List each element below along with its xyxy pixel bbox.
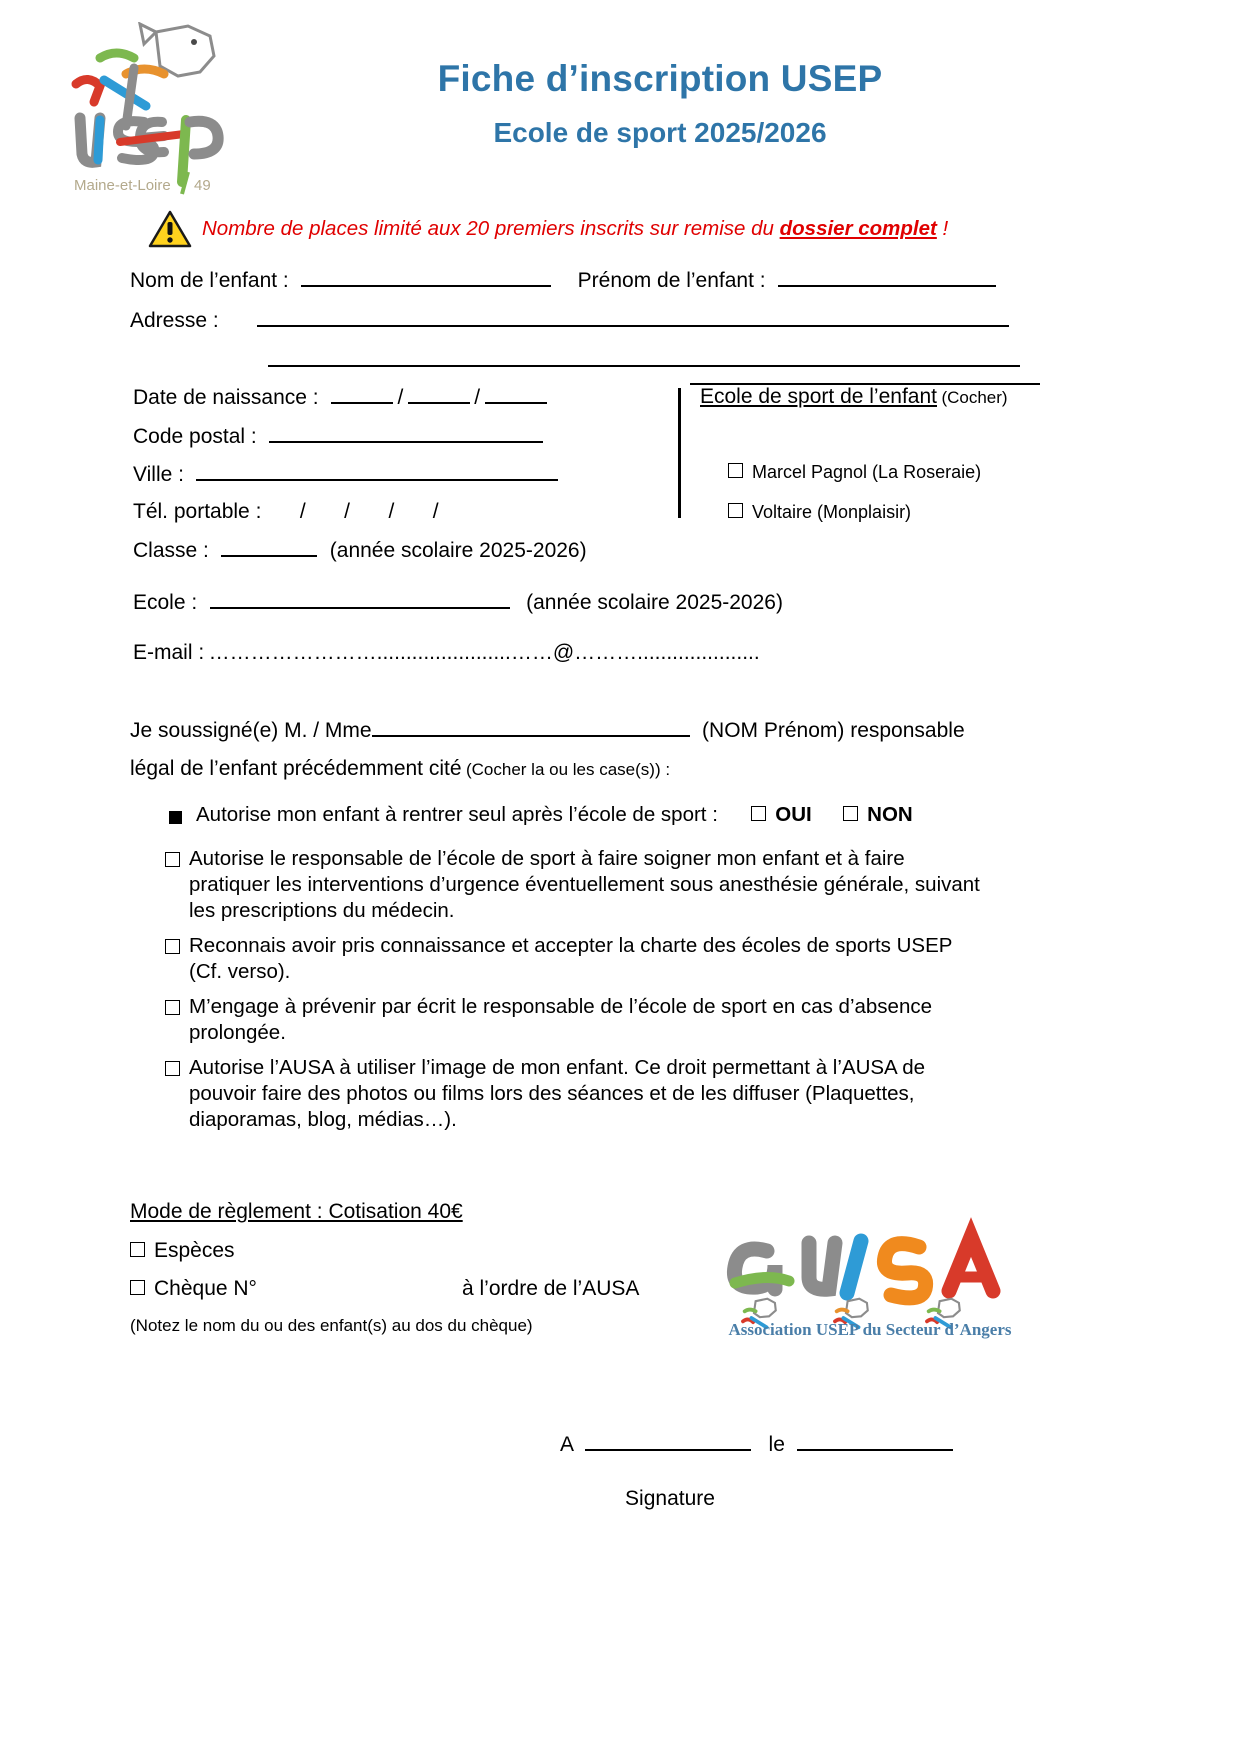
consent-label: M’engage à prévenir par écrit le responsable de l’école de sport en cas d’absence prolongée. (189, 995, 933, 1045)
email-label: E-mail : (133, 641, 205, 664)
consent-label: Autorise l’AUSA à utiliser l’image de mon enfant. Ce droit permettant à l’AUSA de pouvoir faire des photos ou films lors des séances et de les diffuser (Plaquettes, diaporamas, blog, médias…). (189, 1056, 926, 1132)
school-option-marcel-pagnol[interactable] (728, 462, 981, 483)
guardian-legal-label: légal de l’enfant précédemment cité (130, 757, 462, 780)
payment-note: (Notez le nom du ou des enfant(s) au dos du chèque) (130, 1316, 533, 1335)
field-row-date-naissance (133, 385, 547, 410)
adresse-label: Adresse : (130, 309, 219, 332)
adresse-input-line2[interactable] (268, 348, 1020, 367)
school-option-label: Marcel Pagnol (La Roseraie) (752, 462, 982, 482)
telephone-label: Tél. portable : (133, 500, 262, 523)
code-postal-input[interactable] (269, 424, 543, 443)
payment-option-cheque[interactable] (130, 1277, 257, 1301)
guardian-intro-label: Je soussigné(e) M. / Mme (130, 719, 372, 742)
guardian-legal-note: (Cocher la ou les case(s)) : (465, 760, 671, 779)
warning-triangle-icon (148, 209, 192, 249)
consent-text (196, 802, 913, 828)
page-title: Fiche d’inscription USEP (437, 58, 883, 99)
tel-sep-4: / (432, 500, 439, 523)
consent-item-rentrer-seul[interactable] (160, 802, 990, 828)
guardian-name-note: (NOM Prénom) responsable (702, 719, 965, 742)
adresse-input-line1[interactable] (257, 308, 1009, 327)
checkbox-icon[interactable] (165, 852, 180, 867)
adresse-line2 (268, 348, 1020, 372)
cheque-order-note: à l’ordre de l’AUSA (462, 1277, 640, 1300)
school-option-voltaire[interactable] (728, 502, 911, 523)
warning-text-emphasis: dossier complet (779, 217, 937, 240)
ville-label: Ville : (133, 463, 184, 486)
page-subtitle: Ecole de sport 2025/2026 (493, 116, 827, 148)
field-row-code-postal (133, 424, 543, 449)
tel-sep-2: / (344, 500, 350, 523)
guardian-line-1 (130, 718, 965, 743)
field-row-telephone (133, 500, 439, 524)
filled-square-bullet-icon (169, 811, 182, 824)
title-block (280, 58, 1040, 149)
checkbox-icon[interactable] (165, 1061, 180, 1076)
guardian-line-2 (130, 757, 670, 781)
ecole-label: Ecole : (133, 591, 198, 614)
ausa-caption: Association USEP du Secteur d’Angers (728, 1320, 1012, 1339)
field-row-adresse (130, 308, 1009, 333)
school-option-label: Voltaire (Monplaisir) (752, 502, 912, 522)
consent-label: Autorise mon enfant à rentrer seul après l’école de sport : (196, 803, 718, 826)
oui-label: OUI (775, 803, 812, 826)
field-row-nom-prenom (130, 268, 996, 293)
warning-text-before: Nombre de places limité aux 20 premiers inscrits sur remise du (202, 217, 780, 240)
classe-input[interactable] (221, 538, 317, 557)
ville-input[interactable] (196, 462, 558, 481)
consent-label: Reconnais avoir pris connaissance et accepter la charte des écoles de sports USEP (Cf. verso). (189, 934, 953, 984)
payment-option-label: Espèces (154, 1239, 235, 1262)
non-label: NON (867, 803, 913, 826)
nom-input[interactable] (301, 268, 551, 287)
warning-text (202, 217, 948, 241)
date-input[interactable] (797, 1432, 953, 1451)
dob-month-input[interactable] (408, 385, 470, 404)
checkbox-icon[interactable] (728, 503, 743, 518)
date-naissance-label: Date de naissance : (133, 386, 319, 409)
prenom-input[interactable] (778, 268, 996, 287)
checkbox-icon[interactable] (165, 1000, 180, 1015)
consent-item-droit-image[interactable] (160, 1055, 990, 1133)
form-header (0, 0, 1241, 205)
checkbox-icon[interactable] (728, 463, 743, 478)
dob-sep-2: / (474, 386, 481, 409)
email-input-local[interactable]: …………………….......................…… (208, 641, 553, 664)
school-choice-note: (Cocher) (941, 388, 1008, 407)
consent-list (160, 802, 990, 1142)
svg-text:49: 49 (194, 177, 211, 194)
classe-label: Classe : (133, 539, 209, 562)
school-choice-heading (700, 385, 1008, 409)
ecole-input[interactable] (210, 590, 510, 609)
consent-item-charte[interactable] (160, 933, 990, 985)
footer-date-row (560, 1432, 953, 1457)
checkbox-icon[interactable] (130, 1280, 145, 1295)
classe-suffix: (année scolaire 2025-2026) (329, 539, 587, 562)
school-choice-title: Ecole de sport de l’enfant (700, 385, 937, 408)
signature-label: Signature (625, 1487, 715, 1510)
prenom-label: Prénom de l’enfant : (577, 269, 766, 292)
email-at-symbol: @ (552, 641, 575, 664)
checkbox-icon-non[interactable] (843, 806, 858, 821)
a-label: A (560, 1433, 573, 1456)
place-input[interactable] (585, 1432, 751, 1451)
field-row-ville (133, 462, 558, 487)
consent-label: Autorise le responsable de l’école de sport à faire soigner mon enfant et à faire pratiquer les interventions d’urgence éventuellement sous anesthésie générale, suivant les prescriptions du médecin. (189, 847, 980, 923)
payment-section-title: Mode de règlement : Cotisation 40€ (130, 1200, 463, 1223)
consent-item-absence[interactable] (160, 994, 990, 1046)
usep-logo-subtitle: Maine-et-Loire (74, 177, 171, 194)
tel-sep-1: / (299, 500, 306, 523)
warning-text-after: ! (936, 217, 949, 240)
usep-logo (60, 22, 260, 202)
dob-day-input[interactable] (331, 385, 393, 404)
dob-year-input[interactable] (485, 385, 547, 404)
nom-label: Nom de l’enfant : (130, 269, 289, 292)
ecole-suffix: (année scolaire 2025-2026) (526, 591, 783, 614)
checkbox-icon[interactable] (130, 1242, 145, 1257)
consent-item-soins[interactable] (160, 846, 990, 924)
vertical-divider (678, 388, 681, 518)
le-label: le (768, 1433, 785, 1456)
field-row-classe (133, 538, 587, 563)
payment-option-label: Chèque N° (154, 1277, 257, 1300)
dob-sep-1: / (397, 386, 404, 409)
field-row-ecole (133, 590, 783, 615)
field-row-email (133, 641, 760, 665)
code-postal-label: Code postal : (133, 425, 257, 448)
capacity-warning (148, 207, 1148, 251)
payment-option-especes[interactable] (130, 1239, 235, 1263)
checkbox-icon-oui[interactable] (751, 806, 766, 821)
tel-sep-3: / (388, 500, 395, 523)
checkbox-icon[interactable] (165, 939, 180, 954)
email-input-domain[interactable]: ………..................... (574, 641, 760, 664)
guardian-name-input[interactable] (372, 718, 690, 737)
